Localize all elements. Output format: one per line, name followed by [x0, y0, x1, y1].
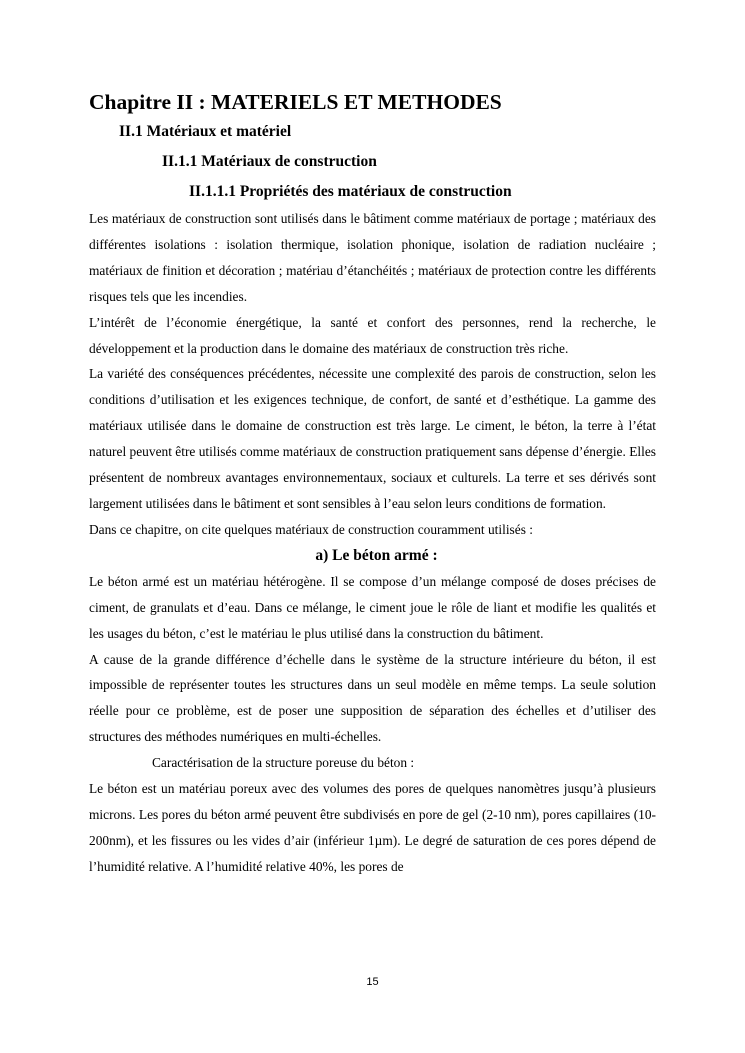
heading-level-3: II.1.1.1 Propriétés des matériaux de construction: [189, 183, 512, 200]
intro-paragraph: L’intérêt de l’économie énergétique, la santé et confort des personnes, rend la recherche, le développement et la production dans le domaine des matériaux de construction très riche.: [89, 314, 656, 356]
intro-paragraph: Les matériaux de construction sont utilisés dans le bâtiment comme matériaux de portage ; matériaux des différentes isolations : isolation thermique, isolation phonique, isolation de radiation nucléaire ; matériaux de finition et décoration ; matériau d’étanchéités ; matériaux de protection contre les différents risques tels que les incendies.: [89, 211, 656, 304]
intro-paragraph: La variété des conséquences précédentes, nécessite une complexité des parois de construction, selon les conditions d’utilisation et les exigences technique, de confort, de santé et d’esthétique. La gamme des matériaux utilisée dans le domaine de construction est très large. Le ciment, le béton, la terre à l’état naturel peuvent être utilisés comme matériaux de construction pratiquement sans dépense d’énergie. Elles présentent de nombreux avantages environnementaux, sociaux et culturels. La terre et ses dérivés sont largement utilisées dans le bâtiment et sont sensibles à l’eau selon leurs conditions de formation.: [89, 366, 656, 511]
subheading-structure-poreuse: Caractérisation de la structure poreuse du béton :: [152, 755, 415, 771]
section-title-beton-arme: a) Le béton armé :: [315, 546, 438, 564]
heading-level-1: II.1 Matériaux et matériel: [119, 123, 292, 140]
beton-paragraph: Le béton armé est un matériau hétérogène. Il se compose d’un mélange composé de doses précises de ciment, de granulats et d’eau. Dans ce mélange, le ciment joue le rôle de liant et modifie les qualités et les usages du béton, c’est le matériau le plus utilisé dans la construction du bâtiment.: [89, 573, 656, 641]
pores-paragraph: Le béton est un matériau poreux avec des volumes des pores de quelques nanomètres jusqu’à plusieurs microns. Les pores du béton armé peuvent être subdivisés en pore de gel (2-10 nm), pores capillaires (10-200nm), et les fissures ou les vides d’air (inférieur 1µm). Le degré de saturation de ces pores dépend de l’humidité relative. A l’humidité relative 40%, les pores de: [89, 781, 656, 874]
intro-paragraph: Dans ce chapitre, on cite quelques matériaux de construction couramment utilisés :: [89, 521, 533, 537]
beton-paragraph: A cause de la grande différence d’échelle dans le système de la structure intérieure du béton, il est impossible de représenter toutes les structures dans un seul modèle en même temps. La seule solution réelle pour ce problème, est de poser une supposition de séparation des échelles et d’utiliser des structures des méthodes numériques en multi-échelles.: [89, 651, 656, 745]
page-number: 15: [366, 976, 379, 988]
page-body: [89, 88, 656, 880]
heading-level-2: II.1.1 Matériaux de construction: [162, 153, 377, 170]
chapter-title: Chapitre II : MATERIELS ET METHODES: [89, 90, 502, 114]
